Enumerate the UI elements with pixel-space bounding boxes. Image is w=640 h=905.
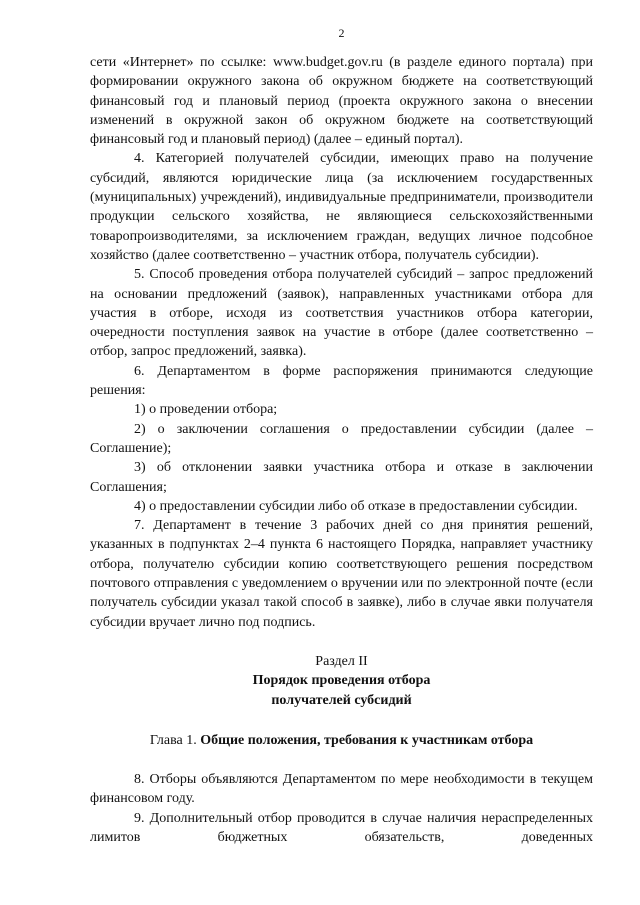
paragraph-continuation: сети «Интернет» по ссылке: www.budget.gov.ru (в разделе единого портала) при формировании окружного закона об окружном бюджете на соответствующий финансовый год и плановый период (проекта окружного закона о внесении изменений в окружной закон об окружном бюджете на соответствующий финансовый год и плановый период) (далее – единый портал). [90,55,593,148]
paragraph-6: 6. Департаментом в форме распоряжения принимаются следующие решения: [90,363,593,399]
chapter-title: Общие положения, требования к участникам отбора [200,732,534,748]
item-6-3: 3) об отклонении заявки участника отбора и отказе в заключении Соглашения; [90,460,593,495]
section-title-line1: Порядок проведения отбора [252,673,431,689]
section-title-line2: получателей субсидий [271,692,412,708]
item-6-4: 4) о предоставлении субсидии либо об отказе в предоставлении субсидии. [134,498,578,514]
chapter-heading [90,731,593,750]
chapter-prefix: Глава 1. [149,732,201,748]
paragraph-8: 8. Отборы объявляются Департаментом по мере необходимости в текущем финансовом году. [90,772,593,807]
paragraph-9: 9. Дополнительный отбор проводится в случае наличия нераспределенных лимитов бюджетных обязательств, доведенных [90,810,593,845]
paragraph-7: 7. Департамент в течение 3 рабочих дней со дня принятия решений, указанных в подпунктах 2–4 пункта 6 настоящего Порядка, направляет участнику отбора, получателю субсидии копию соответствующего решения посредством почтового отправления с уведомлением о вручении или по электронной почте (если получатель субсидии указал такой способ в заявке), либо в случае явки получателя субсидии вручает лично под подпись. [90,518,593,630]
document-page [90,26,593,847]
paragraph-4: 4. Категорией получателей субсидии, имеющих право на получение субсидий, являются юридические лица (за исключением государственных (муниципальных) учреждений), индивидуальные предприниматели, производители продукции сельского хозяйства, не являющиеся сельскохозяйственными товаропроизводителями, за исключением граждан, ведущих личное подсобное хозяйство (далее соответственно – участник отбора, получатель субсидии). [90,151,593,263]
page-number: 2 [338,26,345,40]
section-label: Раздел II [315,653,368,669]
paragraph-5: 5. Способ проведения отбора получателей субсидий – запрос предложений на основании предложений (заявок), направленных участниками отбора для участия в отборе, исходя из соответствия участников отбора категории, очередности поступления заявок на участие в отборе (далее соответственно – отбор, запрос предложений, заявка). [90,267,593,360]
item-6-2: 2) о заключении соглашения о предоставлении субсидии (далее – Соглашение); [90,421,593,456]
item-6-1: 1) о проведении отбора; [134,402,278,418]
